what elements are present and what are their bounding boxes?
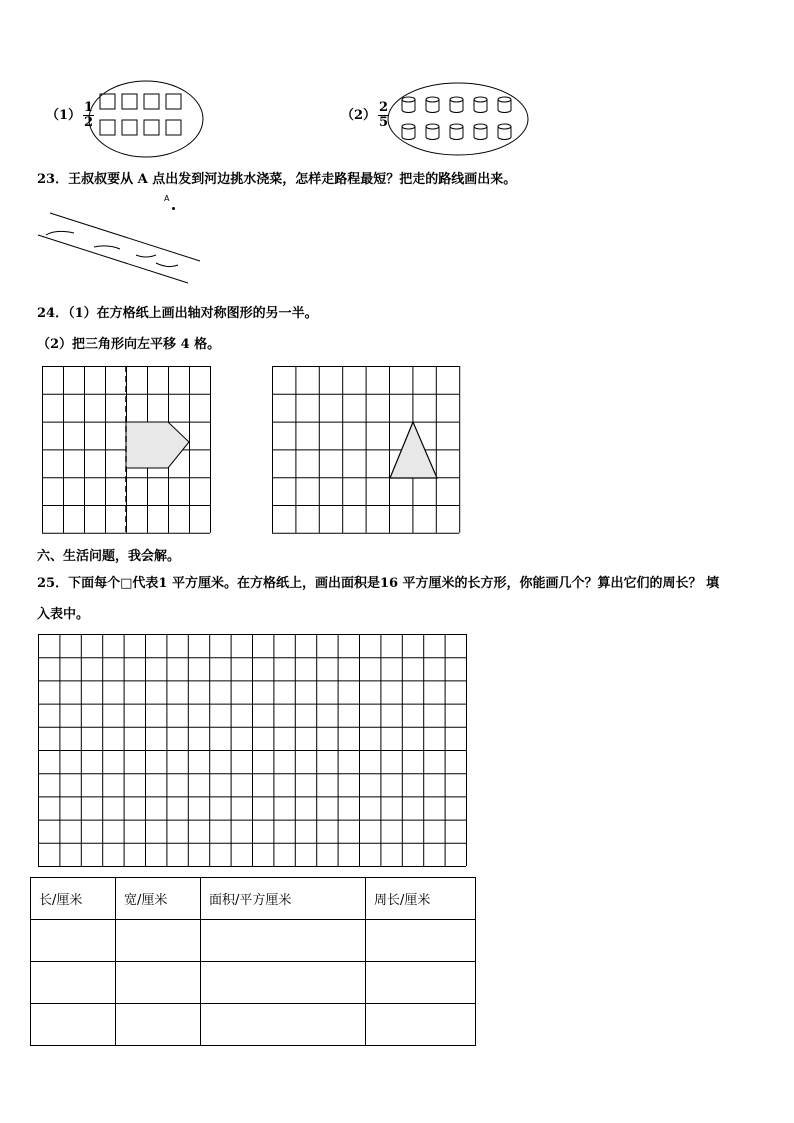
cell[interactable] <box>201 962 366 1004</box>
denominator: 2 <box>84 115 94 130</box>
cylinder-icon <box>426 97 439 113</box>
q22-part1-label: （1） <box>46 108 82 123</box>
cell[interactable] <box>116 1004 201 1046</box>
answer-table <box>30 877 476 1046</box>
half-shape <box>126 422 189 468</box>
grid-translation <box>272 366 462 534</box>
q25-line1: 25．下面每个□代表1 平方厘米。在方格纸上，画出面积是16 平方厘米的长方形，你能画几个？算出它们的周长？ 填 <box>37 576 720 591</box>
header-area: 面积/平方厘米 <box>201 878 366 920</box>
cell[interactable] <box>201 920 366 962</box>
square-icons <box>100 94 181 135</box>
cell[interactable] <box>31 920 116 962</box>
cell[interactable] <box>366 962 476 1004</box>
cylinder-icons <box>402 97 511 140</box>
cylinder-icon <box>426 124 439 140</box>
cylinder-icon <box>450 97 463 113</box>
cell[interactable] <box>31 962 116 1004</box>
table-header-row <box>31 878 476 920</box>
q23-question: 23．王叔叔要从 A 点出发到河边挑水浇菜，怎样走路程最短？把走的路线画出来。 <box>37 172 517 187</box>
q24-line1: 24．（1）在方格纸上画出轴对称图形的另一半。 <box>37 306 318 321</box>
cell[interactable] <box>31 1004 116 1046</box>
numerator: 1 <box>84 100 94 115</box>
q22-set1-oval <box>86 78 206 160</box>
river-drawing <box>36 205 206 285</box>
q22-part2-label: （2） <box>341 108 377 123</box>
grid-symmetry <box>42 366 214 534</box>
numerator: 2 <box>379 100 389 115</box>
cylinder-icon <box>498 97 511 113</box>
q24-line2: （2）把三角形向左平移 4 格。 <box>37 337 221 352</box>
table-row <box>31 920 476 962</box>
q25-line2: 入表中。 <box>37 607 90 622</box>
header-perimeter: 周长/厘米 <box>366 878 476 920</box>
cylinder-icon <box>498 124 511 140</box>
grid-large <box>38 634 470 870</box>
table-row <box>31 1004 476 1046</box>
point-a-label: A <box>164 194 170 203</box>
cylinder-icon <box>402 124 415 139</box>
cylinder-icon <box>402 97 415 112</box>
header-length: 长/厘米 <box>31 878 116 920</box>
cylinder-icon <box>474 124 487 140</box>
header-width: 宽/厘米 <box>116 878 201 920</box>
cell[interactable] <box>116 920 201 962</box>
cell[interactable] <box>116 962 201 1004</box>
cell[interactable] <box>366 920 476 962</box>
cell[interactable] <box>366 1004 476 1046</box>
section-six-title: 六、生活问题，我会解。 <box>37 549 181 564</box>
q22-set2-oval <box>385 80 531 158</box>
cylinder-icon <box>450 124 463 140</box>
cell[interactable] <box>201 1004 366 1046</box>
q22-part2 <box>341 101 389 130</box>
denominator: 5 <box>379 115 389 130</box>
cylinder-icon <box>474 97 487 113</box>
table-row <box>31 962 476 1004</box>
